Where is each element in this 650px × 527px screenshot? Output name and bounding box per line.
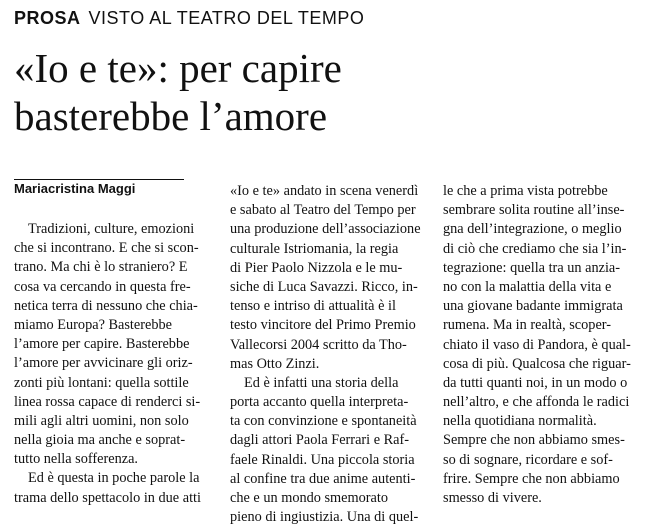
text-line: netica terra di nessuno che chia- — [14, 297, 198, 314]
text-line: so di sognare, ricordare e sof- — [443, 451, 613, 468]
byline: Mariacristina Maggi — [14, 181, 136, 196]
text-line: testo vincitore del Primo Premio — [230, 317, 416, 334]
byline-rule — [14, 179, 184, 180]
text-line: di Pier Paolo Nizzola e le mu- — [230, 259, 403, 276]
headline-line: «Io e te»: per capire — [14, 45, 342, 91]
text-line: Ed è questa in poche parole la — [28, 470, 200, 487]
text-line: Vallecorsi 2004 scritto da Tho- — [230, 336, 407, 353]
kicker — [14, 8, 364, 29]
text-line: di ciò che crediamo che sia l’in- — [443, 240, 627, 257]
text-line: miamo Europa? Basterebbe — [14, 316, 172, 333]
text-line: mas Otto Zinzi. — [230, 355, 320, 372]
text-line: «Io e te» andato in scena venerdì — [230, 183, 419, 199]
text-line: tenso e intriso di attualità è il — [230, 298, 396, 315]
text-line: zonti più lontani: quella sottile — [14, 374, 189, 391]
text-line: smesso di vivere. — [443, 490, 542, 506]
text-line: le che a prima vista potrebbe — [443, 183, 608, 199]
text-line: porta accanto quella interpreta- — [230, 394, 409, 411]
text-line: frire. Sempre che non abbiamo — [443, 470, 620, 487]
headline — [14, 44, 634, 140]
text-line: Ed è infatti una storia della — [244, 374, 399, 391]
text-line: l’amore per capire. Basterebbe — [14, 336, 190, 353]
text-line: linea rossa capace di renderci si- — [14, 393, 201, 410]
article-column-3 — [443, 182, 643, 508]
text-line: e sabato al Teatro del Tempo per — [230, 202, 416, 219]
text-line: che si incontrano. E che si scon- — [14, 240, 199, 257]
text-line: rumena. Ma in realtà, scoper- — [443, 317, 612, 334]
text-line: cosa di più. Qualcosa che riguar- — [443, 355, 631, 372]
text-line: dagli attori Paola Ferrari e Raf- — [230, 432, 410, 449]
section-label: PROSA — [14, 8, 81, 28]
text-line: gna dell’integrazione, o meglio — [443, 221, 622, 238]
text-line: Sempre che non abbiamo smes- — [443, 432, 625, 449]
text-line: trano. Ma chi è lo straniero? E — [14, 259, 188, 276]
text-line: nella quotidiana normalità. — [443, 413, 597, 430]
text-line: ta con convinzione e spontaneità — [230, 413, 417, 430]
text-line: no con la malattia della vita e — [443, 278, 612, 295]
text-line: pieno di ingiustizia. Una di quel- — [230, 509, 419, 526]
text-line: l’amore per avvicinare gli oriz- — [14, 355, 193, 372]
text-line: nella gioia ma anche e soprat- — [14, 432, 186, 449]
article-column-1 — [14, 220, 219, 508]
text-line: una produzione dell’associazione — [230, 221, 421, 238]
text-line: culturale Istriomania, la regia — [230, 240, 399, 257]
text-line: faele Rinaldi. Una piccola storia — [230, 451, 415, 468]
text-line: nell’altro, e che affonda le radici — [443, 394, 630, 411]
text-line: che e un mondo smemorato — [230, 490, 389, 506]
text-line: tutto nella sofferenza. — [14, 451, 138, 468]
text-line: chiato il vaso di Pandora, è qual- — [443, 336, 631, 353]
text-line: Tradizioni, culture, emozioni — [28, 221, 195, 237]
headline-line: basterebbe l’amore — [14, 93, 328, 139]
text-line: una giovane badante immigrata — [443, 298, 623, 315]
text-line: trama dello spettacolo in due atti — [14, 489, 201, 506]
article-column-2 — [230, 182, 432, 527]
topic-label: VISTO AL TEATRO DEL TEMPO — [88, 8, 365, 28]
text-line: cosa va cercando in questa fre- — [14, 278, 191, 295]
text-line: sembrare solita routine all’inse- — [443, 202, 625, 219]
text-line: tegrazione: quella tra un anzia- — [443, 259, 621, 276]
text-line: al confine tra due anime autenti- — [230, 470, 416, 487]
text-line: da tutti quanti noi, in un modo o — [443, 374, 628, 391]
text-line: mili agli altri uomini, non solo — [14, 412, 189, 429]
text-line: siche di Luca Savazzi. Ricco, in- — [230, 278, 418, 295]
